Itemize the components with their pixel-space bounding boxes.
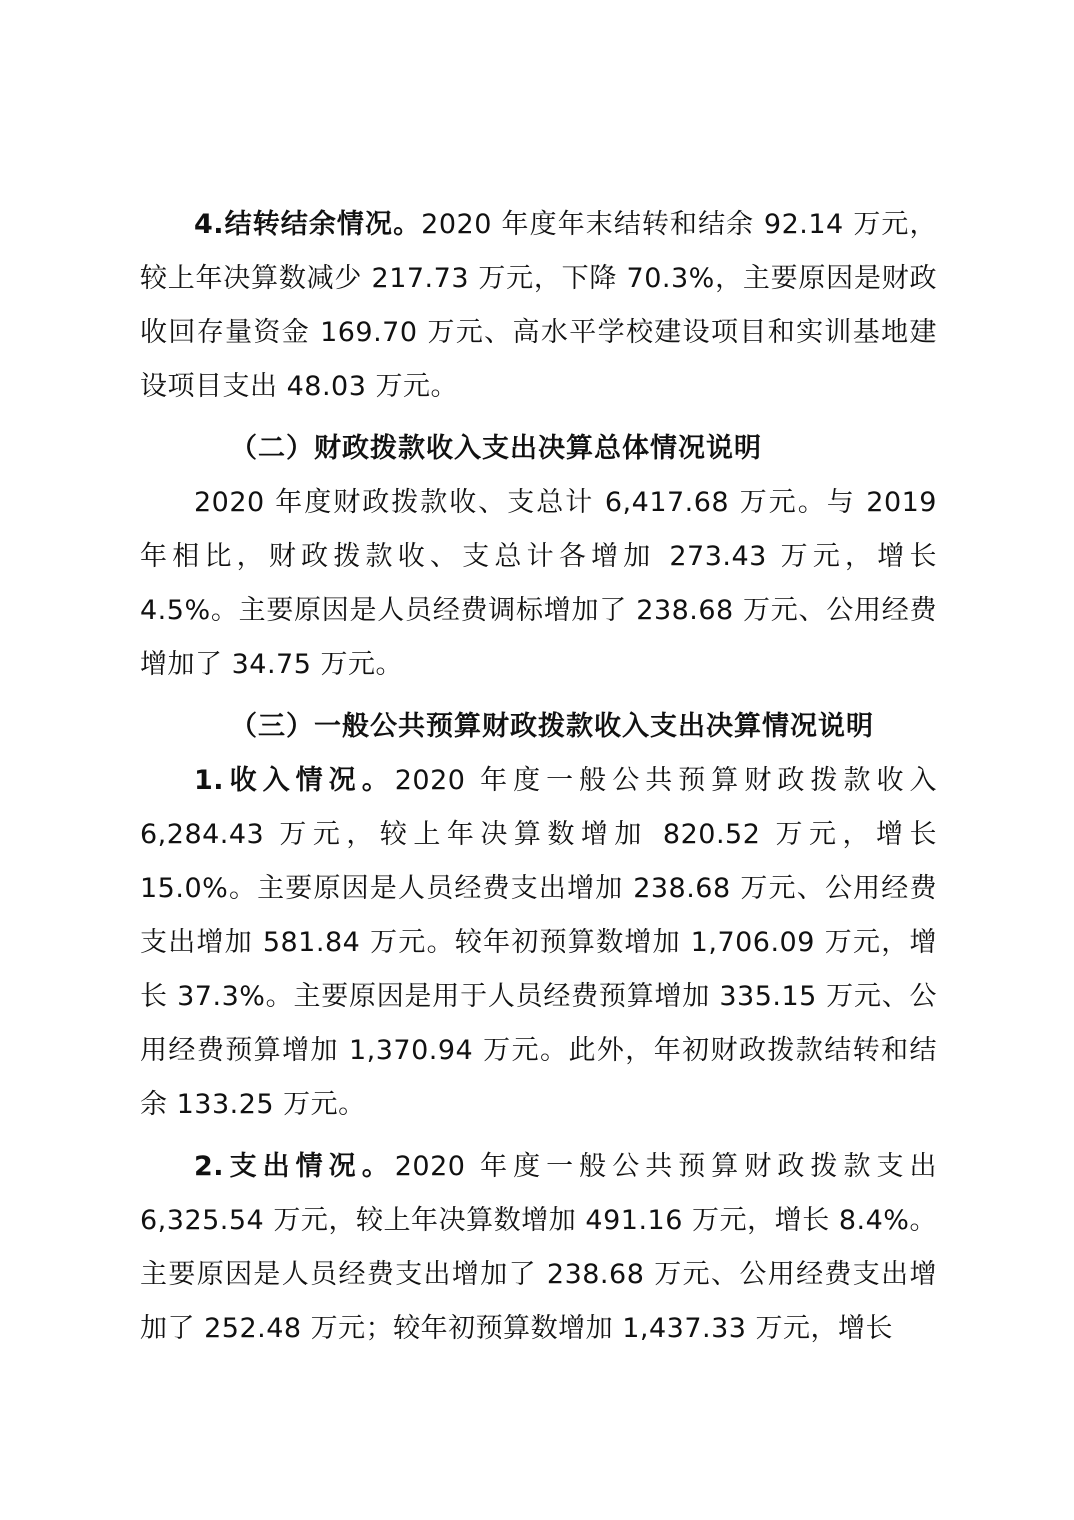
section-heading-2: （二）财政拨款收入支出决算总体情况说明: [230, 433, 762, 464]
document-body: [140, 198, 937, 1356]
paragraph-text-income: 2020 年度一般公共预算财政拨款收入 6,284.43 万元，较上年决算数增加 820.52 万元，增长 15.0%。主要原因是人员经费支出增加 238.68 万元、公用经费支出增加 581.84 万元。较年初预算数增加 1,706.09 万元，增长 37.3%。主要原因是用于人员经费预算增加 335.15 万元、公用经费预算增加 1,370.94 万元。此外，年初财政拨款结转和结余 133.25 万元。: [140, 765, 938, 1120]
paragraph-lead-expense: 2.支出情况。: [194, 1151, 395, 1182]
spacer: [140, 1132, 937, 1140]
paragraph-carryover: [140, 198, 937, 414]
paragraph-income: [140, 754, 937, 1132]
paragraph-text-expense: 2020 年度一般公共预算财政拨款支出 6,325.54 万元，较上年决算数增加 491.16 万元，增长 8.4%。主要原因是人员经费支出增加了 238.68 万元、公用经费支出增加了 252.48 万元；较年初预算数增加 1,437.33 万元，增长: [140, 1151, 938, 1344]
paragraph-text-carryover: 2020 年度年末结转和结余 92.14 万元，较上年决算数减少 217.73 万元，下降 70.3%，主要原因是财政收回存量资金 169.70 万元、高水平学校建设项目和实训基地建设项目支出 48.03 万元。: [140, 209, 938, 402]
section-heading-3: （三）一般公共预算财政拨款收入支出决算情况说明: [230, 711, 874, 742]
paragraph-overall: [140, 476, 937, 692]
spacer: [140, 414, 937, 422]
paragraph-lead-income: 1.收入情况。: [194, 765, 395, 796]
paragraph-lead-carryover: 4.结转结余情况。: [194, 209, 422, 240]
spacer: [140, 692, 937, 700]
paragraph-text-overall: 2020 年度财政拨款收、支总计 6,417.68 万元。与 2019 年相比，财政拨款收、支总计各增加 273.43 万元，增长 4.5%。主要原因是人员经费调标增加了 238.68 万元、公用经费增加了 34.75 万元。: [140, 487, 937, 680]
paragraph-expense: [140, 1140, 937, 1356]
